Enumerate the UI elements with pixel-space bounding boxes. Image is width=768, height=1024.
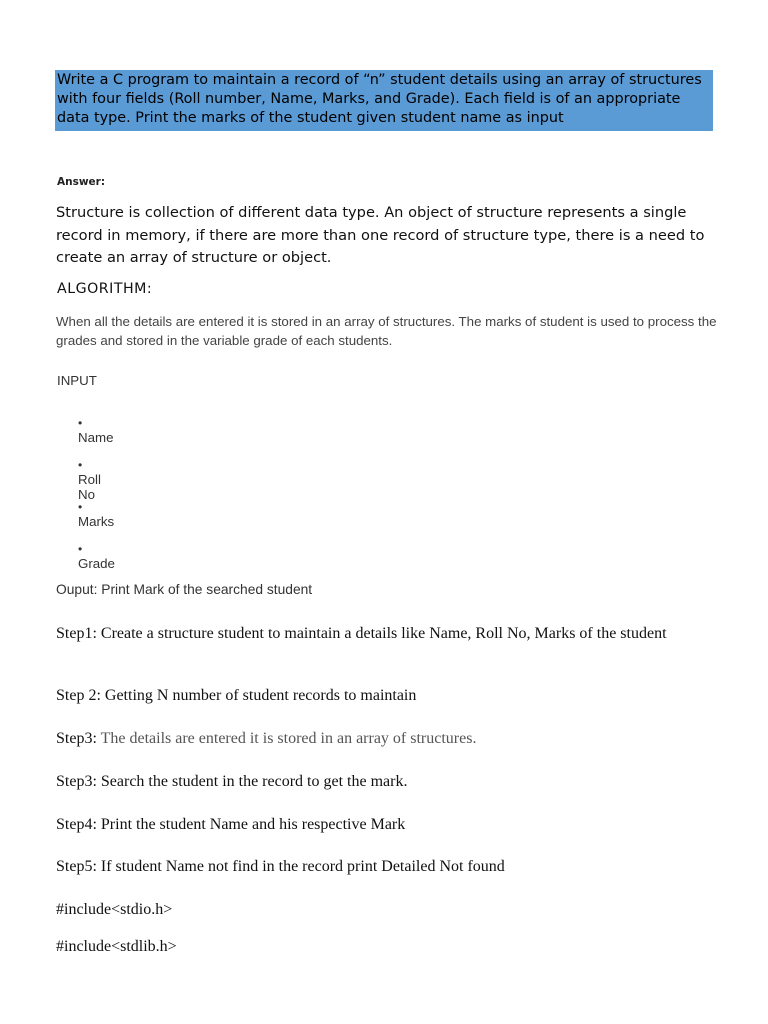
step-3-label: Step3: <box>56 730 101 747</box>
answer-label: Answer: <box>57 176 106 188</box>
step-1: Step1: Create a structure student to maintain a details like Name, Roll No, Marks of the student <box>56 625 667 642</box>
algorithm-paragraph: When all the details are entered it is stored in an array of structures. The marks of student is used to process the grades and stored in the variable grade of each students. <box>56 314 717 348</box>
bullet-icon: • <box>78 542 83 556</box>
output-line: Ouput: Print Mark of the searched student <box>56 582 313 597</box>
step-2: Step 2: Getting N number of student records to maintain <box>56 687 417 704</box>
list-item <box>78 415 113 445</box>
step-4: Step4: Print the student Name and his respective Mark <box>56 816 406 833</box>
list-item-label: Roll No <box>78 472 101 502</box>
list-item-label: Marks <box>78 514 115 529</box>
list-item <box>78 457 103 502</box>
list-item-label: Name <box>78 430 114 445</box>
question-highlight <box>55 70 713 131</box>
step-3-store <box>56 729 726 749</box>
code-include-stdio: #include<stdio.h> <box>56 901 173 918</box>
list-item <box>78 541 115 571</box>
input-heading: INPUT <box>57 373 97 388</box>
step-3-text: The details are entered it is stored in an array of structures. <box>100 730 477 747</box>
list-item <box>78 499 114 529</box>
bullet-icon: • <box>78 500 83 514</box>
code-include-stdlib: #include<stdlib.h> <box>56 938 177 955</box>
intro-paragraph: Structure is collection of different data type. An object of structure represents a single record in memory, if there are more than one record of structure type, there is a need to create an array of structure or object. <box>56 204 705 266</box>
algorithm-heading: ALGORITHM: <box>57 281 153 297</box>
list-item-label: Grade <box>78 556 115 571</box>
step-3-search: Step3: Search the student in the record to get the mark. <box>56 773 408 790</box>
question-text: Write a C program to maintain a record of “n” student details using an array of structures with four fields (Roll number, Name, Marks, and Grade). Each field is of an appropriate data type. Print the marks of the student given student name as input <box>57 72 702 126</box>
bullet-icon: • <box>78 458 83 472</box>
step-5: Step5: If student Name not find in the record print Detailed Not found <box>56 858 505 875</box>
bullet-icon: • <box>78 416 83 430</box>
